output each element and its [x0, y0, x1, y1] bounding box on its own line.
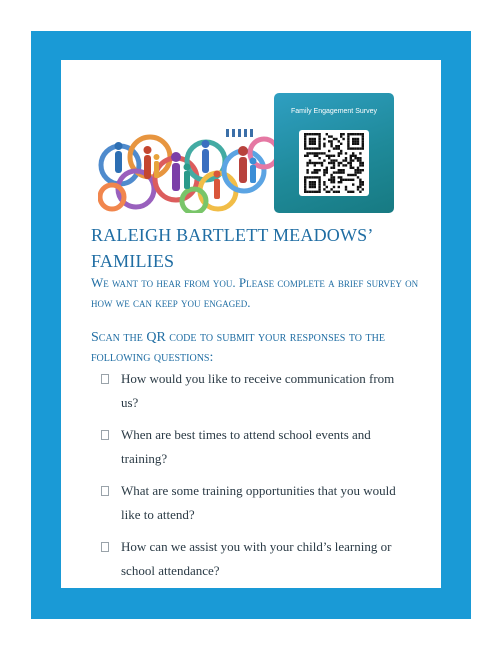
blue-frame — [31, 31, 471, 619]
bullet-box-icon — [101, 486, 109, 496]
bullet-box-icon — [101, 374, 109, 384]
question-list — [101, 367, 411, 591]
question-text: What are some training opportunities that you would like to attend? — [121, 483, 396, 522]
intro-text: We want to hear from you. Please complete a brief survey on how we can keep you engaged. — [91, 275, 419, 310]
list-item — [101, 479, 411, 527]
instructions-text: Scan the QR code to submit your responses to the following questions: — [91, 330, 385, 365]
list-item — [101, 423, 411, 471]
question-text: How would you like to receive communication from us? — [121, 371, 395, 410]
family-circles-illustration — [98, 127, 278, 213]
qr-code-card — [274, 93, 394, 213]
qr-card-title: Family Engagement Survey — [291, 108, 377, 115]
qr-code-box — [299, 130, 369, 196]
flyer-page — [61, 60, 441, 588]
qr-code-icon — [304, 133, 364, 193]
bullet-box-icon — [101, 542, 109, 552]
list-item — [101, 367, 411, 415]
question-text: How can we assist you with your child’s learning or school attendance? — [121, 539, 392, 578]
bullet-box-icon — [101, 430, 109, 440]
question-text: When are best times to attend school events and training? — [121, 427, 371, 466]
list-item — [101, 535, 411, 583]
page-title: RALEIGH BARTLETT MEADOWS’ FAMILIES — [91, 225, 373, 271]
